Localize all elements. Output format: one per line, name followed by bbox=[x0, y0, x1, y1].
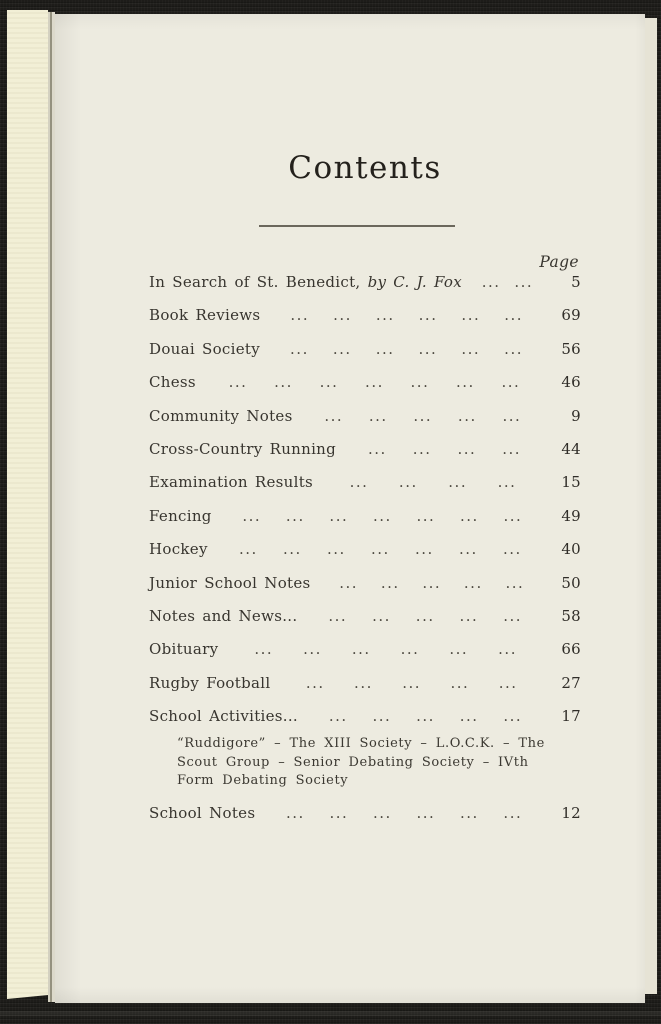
dot-leaders: ... ... ... ... ... ... ... bbox=[242, 506, 523, 525]
toc-entry bbox=[149, 606, 581, 626]
dot-leaders: ... ... ... ... ... bbox=[328, 707, 523, 726]
page-edges bbox=[48, 12, 55, 1002]
toc-entry-page-number: 49 bbox=[561, 506, 581, 525]
toc-entry-label: Cross-Country Running bbox=[149, 439, 337, 458]
toc-entry-author: by C. J. Fox bbox=[367, 273, 462, 291]
toc-entry bbox=[149, 472, 581, 492]
toc-entry-page-number: 5 bbox=[571, 273, 581, 291]
dot-leaders: ... ... ... ... ... ... bbox=[290, 339, 523, 358]
toc-entry-page-number: 9 bbox=[571, 406, 581, 425]
dot-leaders: ... ... ... ... ... bbox=[328, 606, 523, 625]
toc-entry-page-number: 27 bbox=[561, 673, 581, 692]
toc-entry-label: Chess bbox=[149, 373, 196, 392]
toc-entry-label: Book Reviews bbox=[149, 306, 261, 325]
underlying-page-edge bbox=[644, 18, 657, 994]
page-column-header: Page bbox=[539, 253, 579, 271]
toc-entry-subnote: “Ruddigore” – The XIII Society – L.O.C.K. – The Scout Group – Senior Debating Society – IVth Form Debating Society bbox=[177, 736, 545, 789]
toc-entry-label: Obituary bbox=[149, 640, 219, 659]
toc-entry-page-number: 69 bbox=[561, 306, 581, 325]
toc-entry-page-number: 15 bbox=[561, 473, 581, 492]
toc-entry-page-number: 12 bbox=[561, 803, 581, 822]
toc-entry-label: Notes and News... bbox=[149, 606, 298, 625]
toc-entry bbox=[149, 372, 581, 392]
toc-entry-label: Hockey bbox=[149, 540, 208, 559]
page-title: Contents bbox=[288, 150, 442, 186]
dot-leaders: ... ... ... ... ... bbox=[324, 406, 522, 425]
toc-entry-label: Rugby Football bbox=[149, 673, 271, 692]
dot-leaders: ... ... bbox=[481, 273, 534, 291]
toc-entry-page-number: 56 bbox=[561, 339, 581, 358]
endpaper-strip bbox=[7, 10, 48, 999]
toc-entry-label: In Search of St. Benedict, bbox=[149, 273, 361, 291]
toc-entry bbox=[149, 673, 581, 693]
dot-leaders: ... ... ... ... ... ... bbox=[254, 640, 517, 659]
toc-entry bbox=[149, 639, 581, 659]
toc-entry bbox=[149, 339, 581, 359]
toc-entry bbox=[149, 573, 581, 593]
toc-entry bbox=[149, 539, 581, 559]
toc-entry-page-number: 46 bbox=[561, 373, 581, 392]
toc-entry-label: School Notes bbox=[149, 803, 256, 822]
toc-entry-label: Junior School Notes bbox=[149, 573, 311, 592]
toc-entry-page-number: 66 bbox=[561, 640, 581, 659]
text-column bbox=[149, 14, 581, 1003]
cover-stitch-line bbox=[0, 1011, 661, 1016]
toc-entry-label: School Activities... bbox=[149, 707, 298, 726]
toc-entry-page-number: 44 bbox=[561, 439, 581, 458]
toc-entry bbox=[149, 439, 581, 459]
toc-entry-label: Examination Results bbox=[149, 473, 314, 492]
dot-leaders: ... ... ... ... ... bbox=[339, 573, 525, 592]
toc-entry-label: Community Notes bbox=[149, 406, 293, 425]
toc-entry bbox=[149, 406, 581, 426]
title-divider-rule bbox=[259, 225, 455, 227]
dot-leaders: ... ... ... ... ... ... bbox=[290, 306, 523, 325]
toc-entry-label: Fencing bbox=[149, 506, 212, 525]
dot-leaders: ... ... ... ... ... ... ... bbox=[238, 540, 522, 559]
toc-entry-page-number: 40 bbox=[561, 540, 581, 559]
toc-entry bbox=[149, 706, 581, 726]
toc-entry-label: Douai Society bbox=[149, 339, 261, 358]
dot-leaders: ... ... ... ... bbox=[368, 439, 522, 458]
toc-entry bbox=[149, 305, 581, 325]
table-of-contents bbox=[149, 272, 581, 836]
book-page bbox=[55, 14, 645, 1003]
toc-entry-page-number: 58 bbox=[561, 606, 581, 625]
dot-leaders: ... ... ... ... ... bbox=[305, 673, 518, 692]
toc-entry bbox=[149, 506, 581, 526]
toc-entry bbox=[149, 803, 581, 823]
dot-leaders: ... ... ... ... bbox=[349, 473, 517, 492]
toc-entry-page-number: 17 bbox=[561, 707, 581, 726]
dot-leaders: ... ... ... ... ... ... ... bbox=[228, 373, 521, 392]
dot-leaders: ... ... ... ... ... ... bbox=[286, 803, 523, 822]
toc-entry bbox=[149, 272, 581, 292]
toc-entry-page-number: 50 bbox=[561, 573, 581, 592]
